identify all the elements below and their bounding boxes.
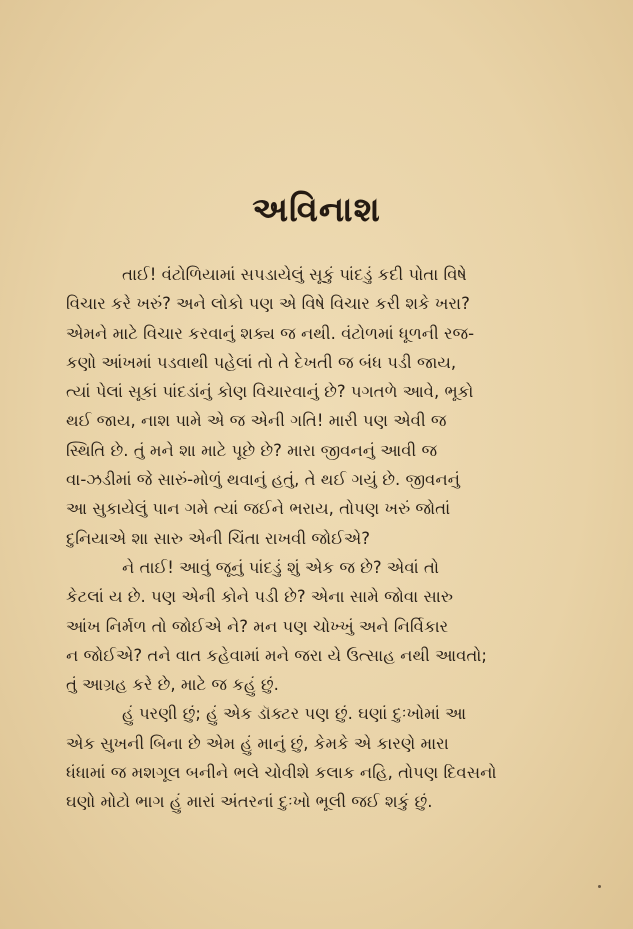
text-line: એમને માટે વિચાર કરવાનું શક્ય જ નથી. વંટોળમાં ધૂળની રજ- [66,323,475,343]
text-line: કણો આંખમાં પડવાથી પહેલાં તો તે દેખતી જ બંધ પડી જાય, [66,352,457,372]
text-line: ઘણો મોટો ભાગ હું મારાં અંતરનાં દુઃખો ભૂલી જઈ શકું છું. [66,792,433,812]
text-line: સ્થિતિ છે. તું મને શા માટે પૂછે છે? મારા જીવનનું આવી જ [66,440,438,460]
text-line: ને તાઈ! આવું જૂનું પાંદડું શું એક જ છે? એવાં તો [122,557,439,577]
text-line: તાઈ! વંટોળિયામાં સપડાયેલું સૂકું પાંદડું કદી પોતા વિષે [122,265,467,284]
text-line: તું આગ્રહ કરે છે, માટે જ કહું છું. [66,675,279,695]
paper-speck [598,885,601,888]
paragraph-3 [66,699,594,816]
text-line: એક સુખની બિના છે એમ હું માનું છું, કેમકે એ કારણે મારા [66,733,449,753]
text-line: ત્યાં પેલાં સૂકાં પાંદડાંનું કોણ વિચારવાનું છે? પગતળે આવે, ભૂકો [66,382,474,402]
chapter-title: અવિનાશ [252,190,381,230]
text-line: વિચાર કરે ખરું? અને લોકો પણ એ વિષે વિચાર કરી શકે ખરા? [66,294,470,314]
text-line: ધંધામાં જ મશગૂલ બનીને ભલે ચોવીશે કલાક નહિ, તોપણ દિવસનો [66,763,497,783]
text-line: ન જોઈએ? તને વાત કહેવામાં મને જરા યે ઉત્સાહ નથી આવતો; [66,645,487,665]
text-line: હું પરણી છું; હું એક ડૉક્ટર પણ છું. ઘણાં દુઃખોમાં આ [122,704,467,724]
text-line: કેટલાં ય છે. પણ એની કોને પડી છે? એના સામે જોવા સારુ [66,587,453,607]
chapter-body [66,260,594,817]
paragraph-1 [66,260,594,553]
text-line: થઈ જાય, નાશ પામે એ જ એની ગતિ! મારી પણ એવી જ [66,411,447,431]
text-line: આંખ નિર્મળ તો જોઈએ ને? મન પણ ચોખ્ખું અને નિર્વિકાર [66,616,449,636]
paragraph-2 [66,553,594,699]
text-line: દુનિયાએ શા સારુ એની ચિંતા રાખવી જોઈએ? [66,528,371,548]
text-line: વા-ઝડીમાં જે સારું-મોળું થવાનું હતું, તે થઈ ગયું છે. જીવનનું [66,470,460,490]
text-line: આ સુકાયેલું પાન ગમે ત્યાં જઈને ભરાય, તોપણ ખરું જોતાં [66,499,451,519]
